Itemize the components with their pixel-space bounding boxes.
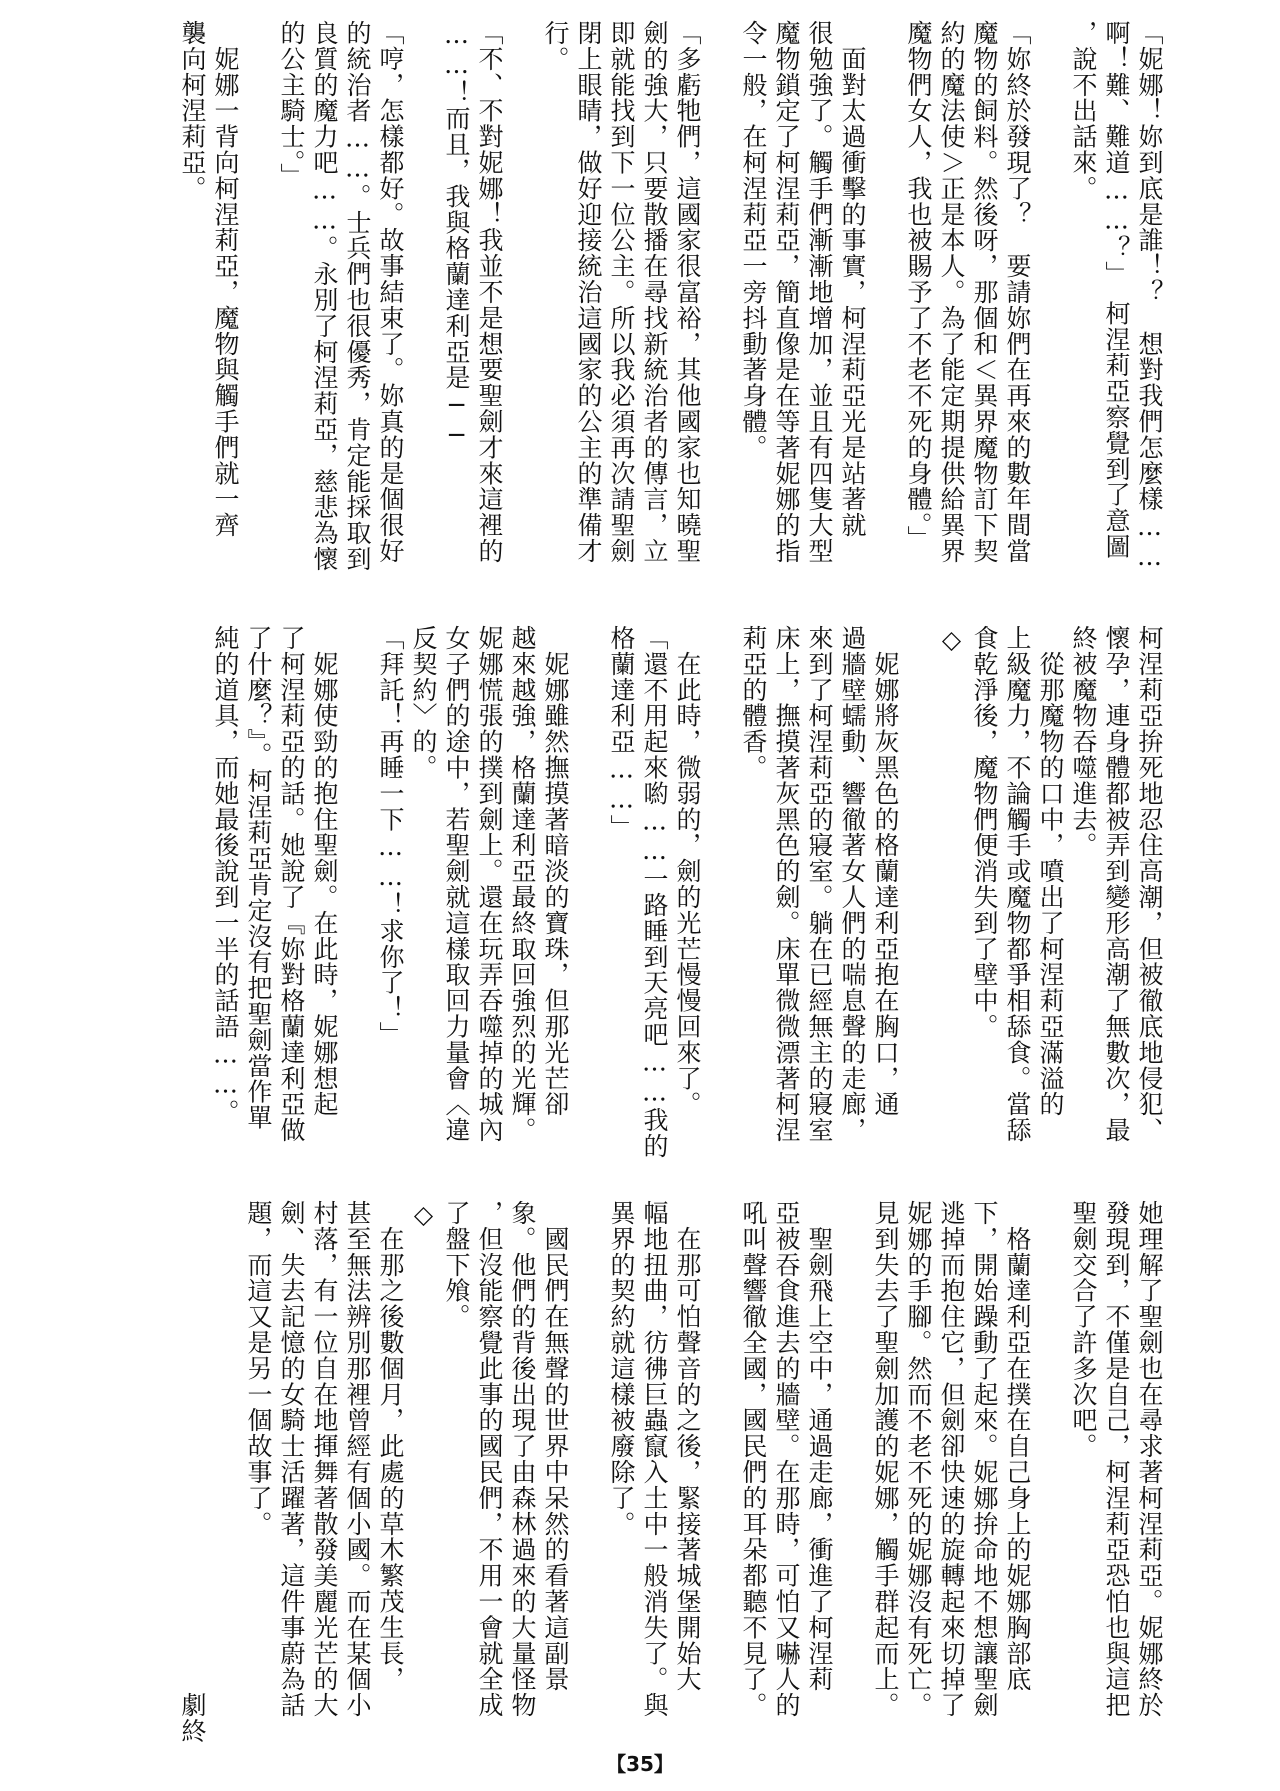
text-column: 村落，有一位自在地揮舞著散發美麗光芒的大 bbox=[310, 1200, 339, 1718]
text-column: 「不、不對妮娜！我並不是想要聖劍才來這裡的 bbox=[475, 20, 504, 564]
text-column: 異界的契約就這樣被廢除了。 bbox=[607, 1200, 636, 1537]
text-column: 懷孕，連身體都被弄到變形高潮了無數次，最 bbox=[1102, 625, 1131, 1143]
text-column bbox=[406, 20, 440, 580]
text-column bbox=[868, 20, 902, 580]
text-column: 她理解了聖劍也在尋求著柯涅莉亞。妮娜終於 bbox=[1135, 1200, 1164, 1718]
text-column: 「拜託！再睡一下……！求你了！」 bbox=[376, 625, 405, 1048]
text-column: 了什麼？』。柯涅莉亞肯定沒有把聖劍當作單 bbox=[244, 625, 273, 1131]
text-column: 啊！難、難道……？」 柯涅莉亞察覺到了意圖 bbox=[1102, 20, 1131, 560]
text-column: 了柯涅莉亞的話。她說了『妳對格蘭達利亞做 bbox=[277, 625, 306, 1143]
text-column: 柯涅莉亞拚死地忍住高潮，但被徹底地侵犯、 bbox=[1135, 625, 1164, 1143]
text-column: 象。他們的背後出現了由森林過來的大量怪物 bbox=[508, 1200, 537, 1718]
text-column: 「妮娜！妳到底是誰！？ 想對我們怎麼樣…… bbox=[1135, 20, 1164, 572]
text-column bbox=[571, 625, 605, 1170]
text-column: 幅地扭曲，彷彿巨蟲竄入土中一般消失了。與 bbox=[640, 1200, 669, 1718]
text-column bbox=[505, 20, 539, 580]
text-column: 在那可怕聲音的之後，緊接著城堡開始大 bbox=[673, 1200, 702, 1693]
text-column: 國民們在無聲的世界中呆然的看著這副景 bbox=[541, 1200, 570, 1693]
text-column: 發現到，不僅是自己，柯涅莉亞恐怕也與這把 bbox=[1102, 1200, 1131, 1718]
text-column: 行。 bbox=[541, 20, 570, 72]
text-column: 食乾淨後，魔物們便消失到了壁中。 bbox=[970, 625, 999, 1040]
text-column: 了盤下飧。 bbox=[442, 1200, 471, 1330]
text-block-upper bbox=[0, 20, 1280, 580]
text-column: 劍、失去記憶的女騎士活躍著，這件事蔚為話 bbox=[277, 1200, 306, 1718]
text-column: 在那之後數個月，此處的草木繁茂生長， bbox=[376, 1200, 405, 1693]
text-column: 很勉強了。觸手們漸漸地增加，並且有四隻大型 bbox=[805, 20, 834, 564]
text-block-middle bbox=[0, 625, 1280, 1170]
text-column: 聖劍飛上空中，通過走廊，衝進了柯涅莉 bbox=[805, 1200, 834, 1693]
text-column: 妮娜慌張的撲到劍上。還在玩弄吞噬掉的城內 bbox=[475, 625, 504, 1143]
end-mark: 劇終 bbox=[178, 1200, 207, 1744]
text-column: 「妳終於發現了？ 要請妳們在再來的數年間當 bbox=[1003, 20, 1032, 564]
text-column: 格蘭達利亞……」 bbox=[607, 625, 636, 841]
text-column: 閉上眼睛，做好迎接統治這國家的公主的準備才 bbox=[574, 20, 603, 564]
text-column: 妮娜雖然撫摸著暗淡的寶珠，但那光芒卻 bbox=[541, 625, 570, 1118]
text-column: 魔物們女人，我也被賜予了不老不死的身體。」 bbox=[904, 20, 933, 552]
text-column: 妮娜將灰黑色的格蘭達利亞抱在胸口，通 bbox=[871, 625, 900, 1118]
text-column: 甚至無法辨別那裡曾經有個小國。而在某個小 bbox=[343, 1200, 372, 1718]
text-column: 良質的魔力吧……。永別了柯涅莉亞，慈悲為懷 bbox=[310, 20, 339, 572]
text-column: 下，開始躁動了起來。妮娜拚命地不想讓聖劍 bbox=[970, 1200, 999, 1718]
text-column: 床上，撫摸著灰黑色的劍。床單微微漂著柯涅 bbox=[772, 625, 801, 1143]
text-column: 亞被吞食進去的牆壁。在那時，可怕又嚇人的 bbox=[772, 1200, 801, 1718]
section-divider: ◇ bbox=[937, 625, 966, 655]
text-column: 妮娜使勁的抱住聖劍。在此時，妮娜想起 bbox=[310, 625, 339, 1118]
text-column bbox=[703, 1200, 737, 1745]
page-number: 【35】 bbox=[606, 1752, 674, 1776]
text-column: 襲向柯涅莉亞。 bbox=[178, 20, 207, 202]
text-column: 過牆壁蠕動、響徹著女人們的喘息聲的走廊， bbox=[838, 625, 867, 1143]
text-column: ，但沒能察覺此事的國民們，不用一會就全成 bbox=[475, 1200, 504, 1718]
text-column bbox=[1033, 20, 1067, 580]
text-column bbox=[901, 625, 935, 1170]
text-column bbox=[835, 1200, 869, 1745]
text-column: 即就能找到下一位公主。所以我必須再次請聖劍 bbox=[607, 20, 636, 564]
text-column: 反契約〉的。 bbox=[409, 625, 438, 781]
text-column: 逃掉而抱住它，但劍卻快速的旋轉起來切掉了 bbox=[937, 1200, 966, 1718]
text-column: 從那魔物的口中，噴出了柯涅莉亞滿溢的 bbox=[1036, 625, 1065, 1118]
text-column bbox=[208, 1200, 242, 1745]
text-column: 聖劍交合了許多次吧。 bbox=[1069, 1200, 1098, 1459]
text-column: ，說不出話來。 bbox=[1069, 20, 1098, 202]
text-column: 在此時，微弱的，劍的光芒慢慢回來了。 bbox=[673, 625, 702, 1118]
text-column: 面對太過衝擊的事實，柯涅莉亞光是站著就 bbox=[838, 20, 867, 538]
text-column: 純的道具，而她最後說到一半的話語……。 bbox=[211, 625, 240, 1126]
text-column: 妮娜一背向柯涅莉亞，魔物與觸手們就一齊 bbox=[211, 20, 240, 538]
text-column: 終被魔物吞噬進去。 bbox=[1069, 625, 1098, 859]
text-block-lower bbox=[0, 1200, 1280, 1745]
text-column: 劍的強大，只要散播在尋找新統治者的傳言，立 bbox=[640, 20, 669, 564]
text-column bbox=[1033, 1200, 1067, 1745]
text-column bbox=[340, 625, 374, 1170]
text-column: 「還不用起來喲……一路睡到天亮吧……我的 bbox=[640, 625, 669, 1159]
text-column: 的公主騎士。」 bbox=[277, 20, 306, 189]
text-column: 越來越強，格蘭達利亞最終取回強烈的光輝。 bbox=[508, 625, 537, 1143]
text-column: 見到失去了聖劍加護的妮娜，觸手群起而上。 bbox=[871, 1200, 900, 1718]
text-column: 「哼，怎樣都好。故事結束了。妳真的是個很好 bbox=[376, 20, 405, 564]
text-column: 莉亞的體香。 bbox=[739, 625, 768, 781]
text-column: 妮娜的手腳。然而不老不死的妮娜沒有死亡。 bbox=[904, 1200, 933, 1718]
text-column: 魔物鎖定了柯涅莉亞，簡直像是在等著妮娜的指 bbox=[772, 20, 801, 564]
text-column: 上級魔力，不論觸手或魔物都爭相舔食。當舔 bbox=[1003, 625, 1032, 1143]
text-column: 女子們的途中，若聖劍就這樣取回力量會〈違 bbox=[442, 625, 471, 1143]
text-column bbox=[703, 20, 737, 580]
text-column: 令一般，在柯涅莉亞一旁抖動著身體。 bbox=[739, 20, 768, 461]
text-column: 題，而這又是另一個故事了。 bbox=[244, 1200, 273, 1537]
text-column: 格蘭達利亞在撲在自己身上的妮娜胸部底 bbox=[1003, 1200, 1032, 1693]
text-column: 「多虧牠們，這國家很富裕，其他國家也知曉聖 bbox=[673, 20, 702, 564]
text-column: 來到了柯涅莉亞的寢室。躺在已經無主的寢室 bbox=[805, 625, 834, 1143]
text-column: 的統治者……。士兵們也很優秀，肯定能採取到 bbox=[343, 20, 372, 572]
section-divider: ◇ bbox=[409, 1200, 438, 1230]
text-column: 魔物的飼料。然後呀，那個和＜異界魔物訂下契 bbox=[970, 20, 999, 564]
text-column bbox=[703, 625, 737, 1170]
text-column bbox=[241, 20, 275, 580]
text-column: 吼叫聲響徹全國，國民們的耳朵都聽不見了。 bbox=[739, 1200, 768, 1718]
text-column bbox=[571, 1200, 605, 1745]
text-column: 約的魔法使＞正是本人。為了能定期提供給異界 bbox=[937, 20, 966, 564]
text-column: ……！而且，我與格蘭達利亞是── bbox=[442, 20, 471, 451]
